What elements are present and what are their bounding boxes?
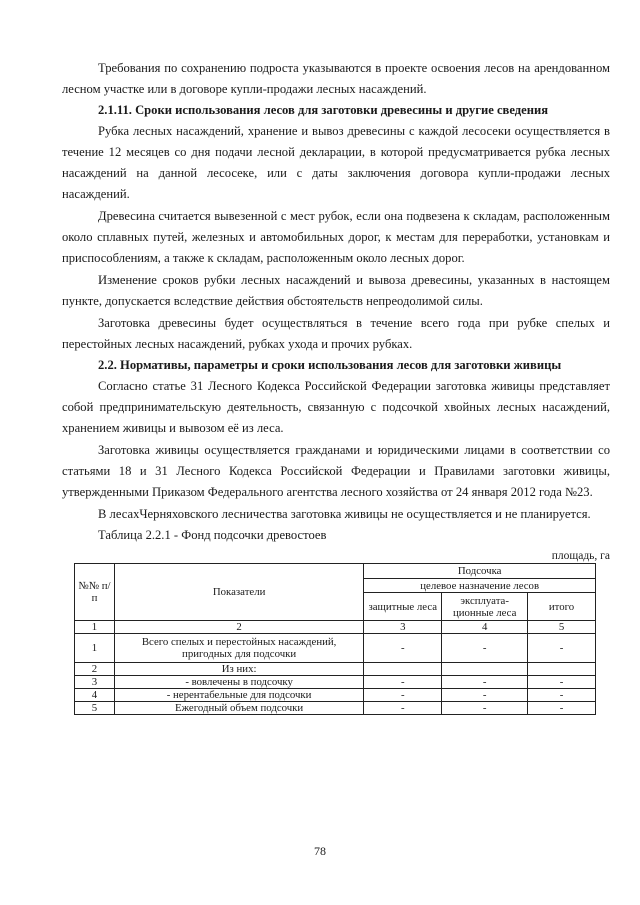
row-label: - нерентабельные для подсочки <box>114 689 363 702</box>
row-number: 1 <box>75 634 115 663</box>
row-number: 5 <box>75 702 115 715</box>
header-total: итого <box>528 593 596 621</box>
paragraph-undergrowth: Требования по сохранению подроста указываются в проекте освоения лесов на арендованном лесном участке или в договоре купли-продажи лесных насаждений. <box>62 61 610 96</box>
table-unit: площадь, га <box>551 550 610 562</box>
cell-protective <box>364 663 442 676</box>
table-caption: Таблица 2.2.1 - Фонд подсочки древостоев <box>98 528 327 542</box>
table-row <box>75 663 596 676</box>
row-number: 4 <box>75 689 115 702</box>
paragraph-logging-terms: Рубка лесных насаждений, хранение и вывоз древесины с каждой лесосеки осуществляется в течение 12 месяцев со дня подачи лесной декларации, в которой предусматривается рубка лесных насаждений на данной лесосеке, или с даты заключения договора купли-продажи лесных насаждений. <box>62 124 610 201</box>
col-number: 5 <box>528 621 596 634</box>
cell-exploitation: - <box>442 676 528 689</box>
row-label: Ежегодный объем подсочки <box>114 702 363 715</box>
table-row <box>75 702 596 715</box>
cell-total <box>528 663 596 676</box>
section-heading-2-1-11: 2.1.11. Сроки использования лесов для заготовки древесины и другие сведения <box>98 103 549 117</box>
paragraph-force-majeure: Изменение сроков рубки лесных насаждений и вывоза древесины, указанных в настоящем пункте, допускается вследствие действия обстоятельств непреодолимой силы. <box>62 273 610 308</box>
document-page <box>62 58 610 715</box>
paragraph-not-planned: В лесахЧерняховского лесничества заготовка живицы не осуществляется и не планируется. <box>98 507 591 521</box>
row-number: 3 <box>75 676 115 689</box>
col-number: 3 <box>364 621 442 634</box>
row-label: - вовлечены в подсочку <box>114 676 363 689</box>
tapping-fund-table <box>74 563 596 715</box>
cell-total: - <box>528 634 596 663</box>
header-indicators: Показатели <box>114 564 363 621</box>
section-heading-2-2: 2.2. Нормативы, параметры и сроки использования лесов для заготовки живицы <box>98 358 562 372</box>
cell-protective: - <box>364 702 442 715</box>
cell-exploitation: - <box>442 689 528 702</box>
header-num: №№ п/п <box>75 564 115 621</box>
header-tapping: Подсочка <box>364 564 596 579</box>
col-number: 4 <box>442 621 528 634</box>
cell-protective: - <box>364 689 442 702</box>
column-number-row <box>75 621 596 634</box>
row-label: Из них: <box>114 663 363 676</box>
paragraph-resin-definition: Согласно статье 31 Лесного Кодекса Российской Федерации заготовка живицы представляет собой предпринимательскую деятельность, связанную с подсочкой хвойных лесных насаждений, хранением живицы и вывозом её из леса. <box>62 379 610 435</box>
cell-total: - <box>528 702 596 715</box>
table-row <box>75 676 596 689</box>
table-row <box>75 634 596 663</box>
cell-exploitation <box>442 663 528 676</box>
cell-exploitation: - <box>442 702 528 715</box>
row-label: Всего спелых и перестойных насаждений, пригодных для подсочки <box>114 634 363 663</box>
header-purpose: целевое назначение лесов <box>364 579 596 593</box>
col-number: 1 <box>75 621 115 634</box>
paragraph-timber-removal: Древесина считается вывезенной с мест рубок, если она подвезена к складам, расположенным около сплавных путей, железных и автомобильных дорог, к местам для переработки, установкам и приспособлениям, а также к складам, расположенным около лесных дорог. <box>62 209 610 265</box>
header-protective: защитные леса <box>364 593 442 621</box>
table-row <box>75 689 596 702</box>
cell-total: - <box>528 689 596 702</box>
cell-protective: - <box>364 676 442 689</box>
paragraph-year-round: Заготовка древесины будет осуществляться в течение всего года при рубке спелых и перестойных лесных насаждений, рубках ухода и прочих рубках. <box>62 316 610 351</box>
page-number: 78 <box>314 844 326 858</box>
cell-exploitation: - <box>442 634 528 663</box>
row-number: 2 <box>75 663 115 676</box>
paragraph-resin-legal: Заготовка живицы осуществляется гражданами и юридическими лицами в соответствии со статьями 18 и 31 Лесного Кодекса Российской Федерации и Правилами заготовки живицы, утвержденными Приказом Федерального агентства лесного хозяйства от 24 января 2012 года №23. <box>62 443 610 499</box>
cell-protective: - <box>364 634 442 663</box>
header-exploitation: эксплуата-ционные леса <box>442 593 528 621</box>
col-number: 2 <box>114 621 363 634</box>
cell-total: - <box>528 676 596 689</box>
